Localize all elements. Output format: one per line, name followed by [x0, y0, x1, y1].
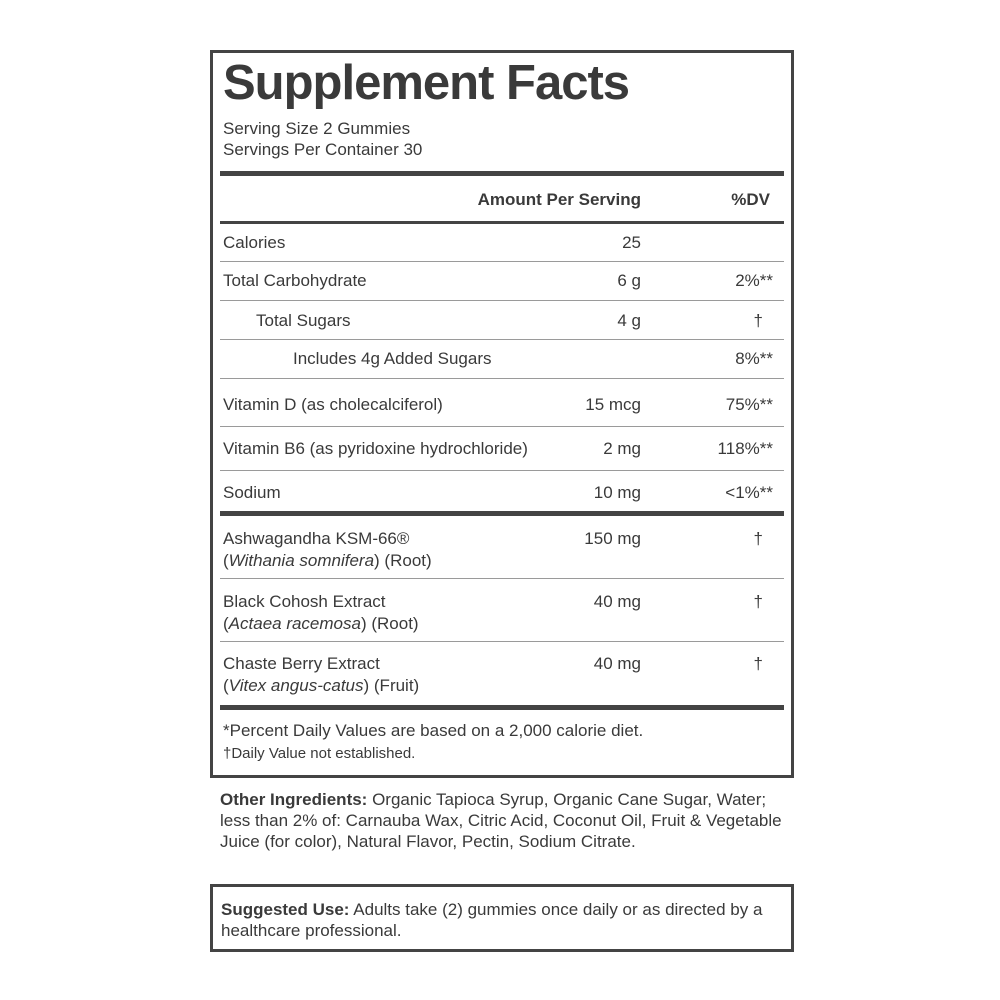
botanical-dv: †: [753, 654, 763, 673]
botanical-latin: Withania somnifera: [228, 551, 375, 570]
suggested-use-text: Adults take (2) gummies once daily or as directed by a healthcare professional.: [221, 900, 763, 940]
nutrient-name: Sodium: [223, 483, 281, 502]
supplement-facts-panel: [210, 50, 794, 778]
nutrient-row: [220, 224, 784, 262]
botanical-name: Black Cohosh Extract: [223, 592, 386, 611]
nutrient-amount: 2 mg: [603, 439, 641, 458]
botanical-latin: Vitex angus-catus: [228, 676, 364, 695]
botanical-amount: 40 mg: [593, 592, 641, 611]
botanical-source: (Actaea racemosa) (Root): [223, 614, 419, 633]
amount-per-serving-header: Amount Per Serving: [477, 190, 641, 209]
other-ingredients-text: Organic Tapioca Syrup, Organic Cane Sugar, Water; less than 2% of: Carnauba Wax, Citric Acid, Coconut Oil, Fruit & Vegetable Juice (for color), Natural Flavor, Pectin, Sodium Citrate.: [220, 790, 782, 851]
nutrient-amount: 4 g: [617, 311, 641, 330]
nutrient-name: Vitamin B6 (as pyridoxine hydrochloride): [223, 439, 528, 458]
nutrient-amount: 25: [622, 233, 641, 252]
botanical-row: [220, 516, 784, 579]
servings-per-container: Servings Per Container 30: [223, 140, 423, 159]
other-ingredients-label: Other Ingredients:: [220, 790, 368, 809]
nutrient-dv: 2%**: [735, 271, 773, 290]
footnote-dagger: †Daily Value not established.: [223, 745, 416, 762]
nutrient-name: Includes 4g Added Sugars: [293, 349, 492, 368]
suggested-use-box: [210, 884, 794, 952]
botanical-amount: 150 mg: [584, 529, 641, 548]
nutrient-dv: 118%**: [717, 439, 773, 458]
nutrient-row: [220, 340, 784, 379]
botanical-source: (Vitex angus-catus) (Fruit): [223, 676, 420, 695]
nutrient-amount: 15 mcg: [585, 395, 641, 414]
nutrient-name: Vitamin D (as cholecalciferol): [223, 395, 443, 414]
botanical-name: Chaste Berry Extract: [223, 654, 380, 673]
nutrient-dv: <1%**: [725, 483, 773, 502]
nutrient-dv: 8%**: [735, 349, 773, 368]
nutrient-amount: 10 mg: [593, 483, 641, 502]
botanical-source: (Withania somnifera) (Root): [223, 551, 432, 570]
nutrient-row: [220, 379, 784, 427]
nutrient-name: Total Sugars: [256, 311, 351, 330]
nutrient-row: [220, 262, 784, 301]
thick-divider: [220, 705, 784, 710]
botanical-latin: Actaea racemosa: [228, 614, 361, 633]
nutrient-row: [220, 301, 784, 340]
botanical-amount: 40 mg: [593, 654, 641, 673]
suggested-use: [221, 899, 781, 941]
nutrient-amount: 6 g: [617, 271, 641, 290]
botanical-part: (Root): [379, 551, 432, 570]
nutrient-row: [220, 471, 784, 509]
other-ingredients: [220, 789, 785, 852]
botanical-name: Ashwagandha KSM-66®: [223, 529, 410, 548]
panel-title: Supplement Facts: [223, 56, 630, 110]
serving-size: Serving Size 2 Gummies: [223, 119, 411, 138]
nutrient-dv: †: [753, 311, 763, 330]
nutrient-name: Calories: [223, 233, 286, 252]
nutrient-dv: 75%**: [725, 395, 773, 414]
suggested-use-label: Suggested Use:: [221, 900, 350, 919]
nutrient-row: [220, 427, 784, 471]
botanical-row: [220, 579, 784, 642]
botanical-row: [220, 642, 784, 704]
botanical-dv: †: [753, 592, 763, 611]
botanical-dv: †: [753, 529, 763, 548]
nutrient-name: Total Carbohydrate: [223, 271, 367, 290]
botanical-part: (Fruit): [369, 676, 420, 695]
dv-header: %DV: [731, 190, 770, 209]
botanical-part: (Root): [366, 614, 419, 633]
footnote-daily-value: *Percent Daily Values are based on a 2,000 calorie diet.: [223, 721, 644, 740]
thick-divider: [220, 171, 784, 176]
